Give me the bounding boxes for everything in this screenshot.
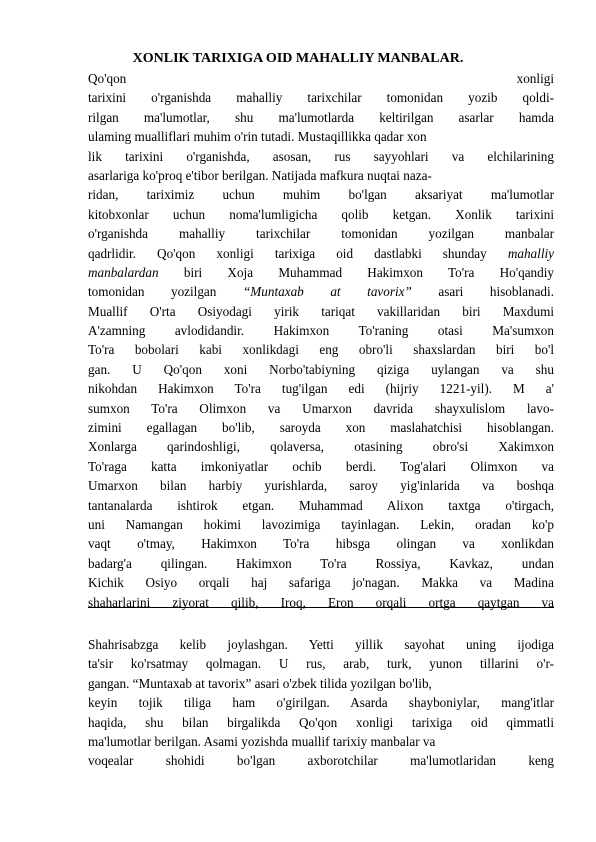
text-line	[88, 534, 554, 553]
text-line	[88, 476, 554, 495]
line-text: A'zamning avlodidandir. Hakimxon To'raning otasi Ma'sumxon	[88, 323, 554, 339]
line-text: To'ra bobolari kabi xonlikdagi eng obro'li shaxslardan biri bo'l	[88, 342, 554, 358]
line-text: shaharlarini ziyorat qilib, Iroq, Eron orqali ortga qaytgan va	[88, 594, 554, 610]
line-text: ridan, tariximiz uchun muhim bo'lgan aksariyat ma'lumotlar	[88, 187, 554, 203]
line-text-tail: asari hisoblanadi.	[411, 284, 554, 300]
line-text: kitobxonlar uchun noma'lumligicha qolib ketgan. Xonlik tarixini	[88, 206, 554, 222]
line-text: Muallif O'rta Osiyodagi yirik tariqat vakillaridan biri Maxdumi	[88, 303, 554, 319]
line-text: haqida, shu bilan birgalikda Qo'qon xonligi tarixiga oid qimmatli	[88, 714, 554, 730]
text-line	[88, 147, 554, 166]
text-line	[88, 379, 554, 398]
text-line	[88, 205, 554, 224]
line-text: biri Xoja Muhammad Hakimxon To'ra Ho'qandiy	[158, 264, 554, 280]
text-line	[88, 635, 554, 654]
text-line	[88, 732, 554, 751]
text-line	[88, 69, 554, 88]
text-line	[88, 108, 554, 127]
text-line	[88, 693, 554, 712]
line-text: rilgan ma'lumotlar, shu ma'lumotlarda keltirilgan asarlar hamda	[88, 109, 554, 125]
line-text: tomonidan yozilgan	[88, 284, 217, 300]
line-text: Shahrisabzga kelib joylashgan. Yetti yillik sayohat uning ijodiga	[88, 637, 554, 652]
page-title: XONLIK TARIXIGA OID MAHALLIY MANBALAR.	[132, 51, 464, 66]
text-line	[88, 554, 554, 573]
line-text: ma'lumotlar berilgan. Asami yozishda muallif tarixiy manbalar va	[88, 733, 436, 749]
text-line	[88, 263, 554, 282]
text-line	[88, 515, 554, 534]
line-text: Umarxon bilan harbiy yurishlarda, saroy yig'inlarida va boshqa	[88, 478, 554, 494]
line-text: o'rganishda mahalliy tarixchilar tomonidan yozilgan manbalar	[88, 226, 554, 242]
italic-text: manbalardan	[88, 264, 159, 280]
text-block-2	[88, 635, 554, 771]
line-text: sumxon To'ra Olimxon va Umarxon davrida shayxulislom lavo-	[88, 400, 554, 416]
line-text: nikohdan Hakimxon To'ra tug'ilgan edi (hijriy 1221-yil). M a'	[88, 381, 554, 397]
text-line	[88, 360, 554, 379]
line-text: gan. U Qo'qon xoni Norbo'tabiyning qiziga uylangan va shu	[88, 361, 554, 377]
text-block-1	[88, 69, 554, 612]
text-line	[88, 399, 554, 418]
line-text: tarixini o'rganishda mahalliy tarixchilar tomonidan yozib qoldi-	[88, 90, 554, 106]
text-line	[88, 244, 554, 263]
italic-text: “Muntaxab at tavorix”	[242, 284, 412, 300]
line-text: vaqt o'tmay, Hakimxon To'ra hibsga olingan va xonlikdan	[88, 536, 554, 552]
line-text: badarg'a qilingan. Hakimxon To'ra Rossiya, Kavkaz, undan	[88, 555, 554, 571]
line-text: uni Namangan hokimi lavozimiga tayinlagan. Lekin, oradan ko'p	[88, 516, 554, 532]
text-line	[88, 127, 554, 146]
line-text: Kichik Osiyo orqali haj safariga jo'nagan. Makka va Madina	[88, 575, 554, 591]
text-line	[88, 88, 554, 107]
line-text: qadrlidir. Qo'qon xonligi tarixiga oid dastlabki shunday	[88, 245, 487, 261]
text-line	[88, 496, 554, 515]
text-line	[88, 674, 554, 693]
section-divider	[88, 607, 554, 608]
text-line	[88, 418, 554, 437]
text-line	[88, 302, 554, 321]
line-text: voqealar shohidi bo'lgan axborotchilar ma'lumotlaridan keng	[88, 753, 554, 769]
line-text: zimini egallagan bo'lib, saroyda xon maslahatchisi hisoblangan.	[88, 420, 554, 436]
line-text: ulaming mualliflari muhim o'rin tutadi. Mustaqillikka qadar xon	[88, 129, 427, 145]
text-line	[88, 321, 554, 340]
text-line	[88, 457, 554, 476]
text-line	[88, 224, 554, 243]
text-line	[88, 340, 554, 359]
text-line	[88, 654, 554, 673]
line-text: keyin tojik tiliga ham o'girilgan. Asarda shayboniylar, mang'itlar	[88, 695, 554, 711]
line-text: tantanalarda ishtirok etgan. Muhammad Alixon taxtga o'tirgach,	[88, 497, 554, 513]
text-line	[88, 166, 554, 185]
italic-text: mahalliy	[507, 245, 554, 261]
line-text: asarlariga ko'proq e'tibor berilgan. Natijada mafkura nuqtai naza-	[88, 167, 432, 183]
text-line	[88, 713, 554, 732]
line-text: lik tarixini o'rganishda, asosan, rus sayyohlari va elchilarining	[88, 148, 554, 164]
line-text: ta'sir ko'rsatmay qolmagan. U rus, arab, turk, yunon tillarini o'r-	[88, 656, 554, 672]
text-line	[88, 437, 554, 456]
text-line	[88, 573, 554, 592]
text-line	[88, 185, 554, 204]
line-text: gangan. “Muntaxab at tavorix” asari o'zbek tilida yozilgan bo'lib,	[88, 675, 432, 691]
text-line	[88, 593, 554, 612]
line-text: Xonlarga qarindoshligi, qolaversa, otasining obro'si Xakimxon	[88, 439, 554, 455]
text-line	[88, 751, 554, 770]
line-text: Qo'qon xonligi	[88, 71, 554, 86]
text-line	[88, 282, 554, 301]
line-text: To'raga katta imkoniyatlar ochib berdi. Tog'alari Olimxon va	[88, 458, 554, 474]
